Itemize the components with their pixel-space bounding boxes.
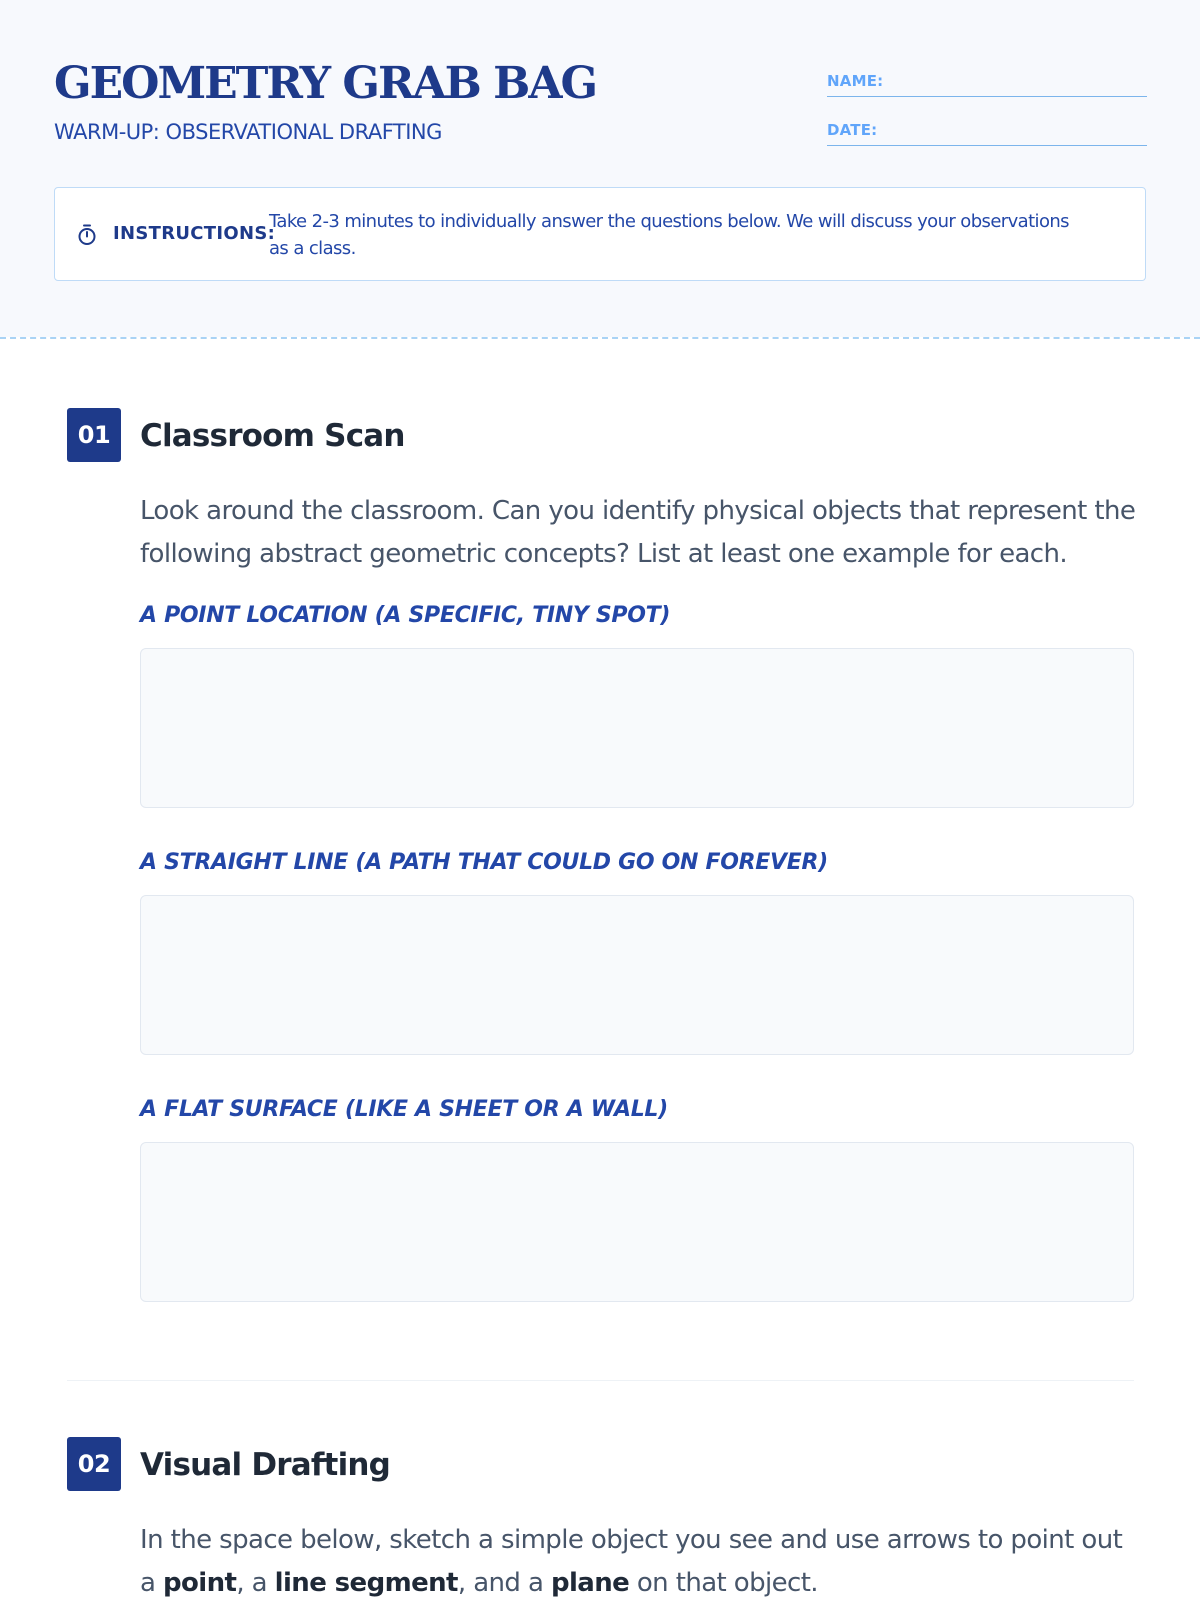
name-label: NAME: [827,72,884,90]
section-number-badge: 02 [67,1437,121,1491]
term-point: point [163,1568,237,1598]
name-field [827,62,1147,97]
worksheet-title: GEOMETRY GRAB BAG [54,58,597,109]
answer-box-point[interactable] [140,648,1134,808]
section-number-badge: 01 [67,408,121,462]
stopwatch-icon [77,224,97,246]
section-title: Classroom Scan [140,418,405,454]
section-description: Look around the classroom. Can you identify physical objects that represent the following abstract geometric concepts? List at least one example for each. [140,496,1136,569]
term-plane: plane [550,1568,630,1598]
question-label-surface: A FLAT SURFACE (LIKE A SHEET OR A WALL) [140,1097,668,1122]
worksheet-header [0,0,1200,337]
date-label: DATE: [827,121,878,139]
section-title: Visual Drafting [140,1447,391,1483]
description-text: , and a [457,1568,551,1598]
term-line-segment: line segment [274,1568,458,1598]
question-label-line: A STRAIGHT LINE (A PATH THAT COULD GO ON FOREVER) [140,850,828,875]
name-input[interactable] [889,66,1143,94]
description-text: In the space below, sketch a simple object you see and use arrows to point out a [140,1525,1123,1598]
worksheet-subtitle: WARM-UP: OBSERVATIONAL DRAFTING [54,120,442,144]
question-label-point: A POINT LOCATION (A SPECIFIC, TINY SPOT) [140,603,671,628]
section-divider [67,1380,1134,1381]
instructions-label: INSTRUCTIONS: [113,223,276,244]
header-divider [0,337,1200,339]
section-description [140,1519,1140,1605]
answer-box-surface[interactable] [140,1142,1134,1302]
description-text: , a [236,1568,275,1598]
date-field [827,111,1147,146]
instructions-box [54,187,1146,281]
instructions-text: Take 2-3 minutes to individually answer the questions below. We will discuss your observations as a class. [269,211,1069,259]
answer-box-line[interactable] [140,895,1134,1055]
date-input[interactable] [889,115,1143,143]
description-text: on that object. [629,1568,818,1598]
